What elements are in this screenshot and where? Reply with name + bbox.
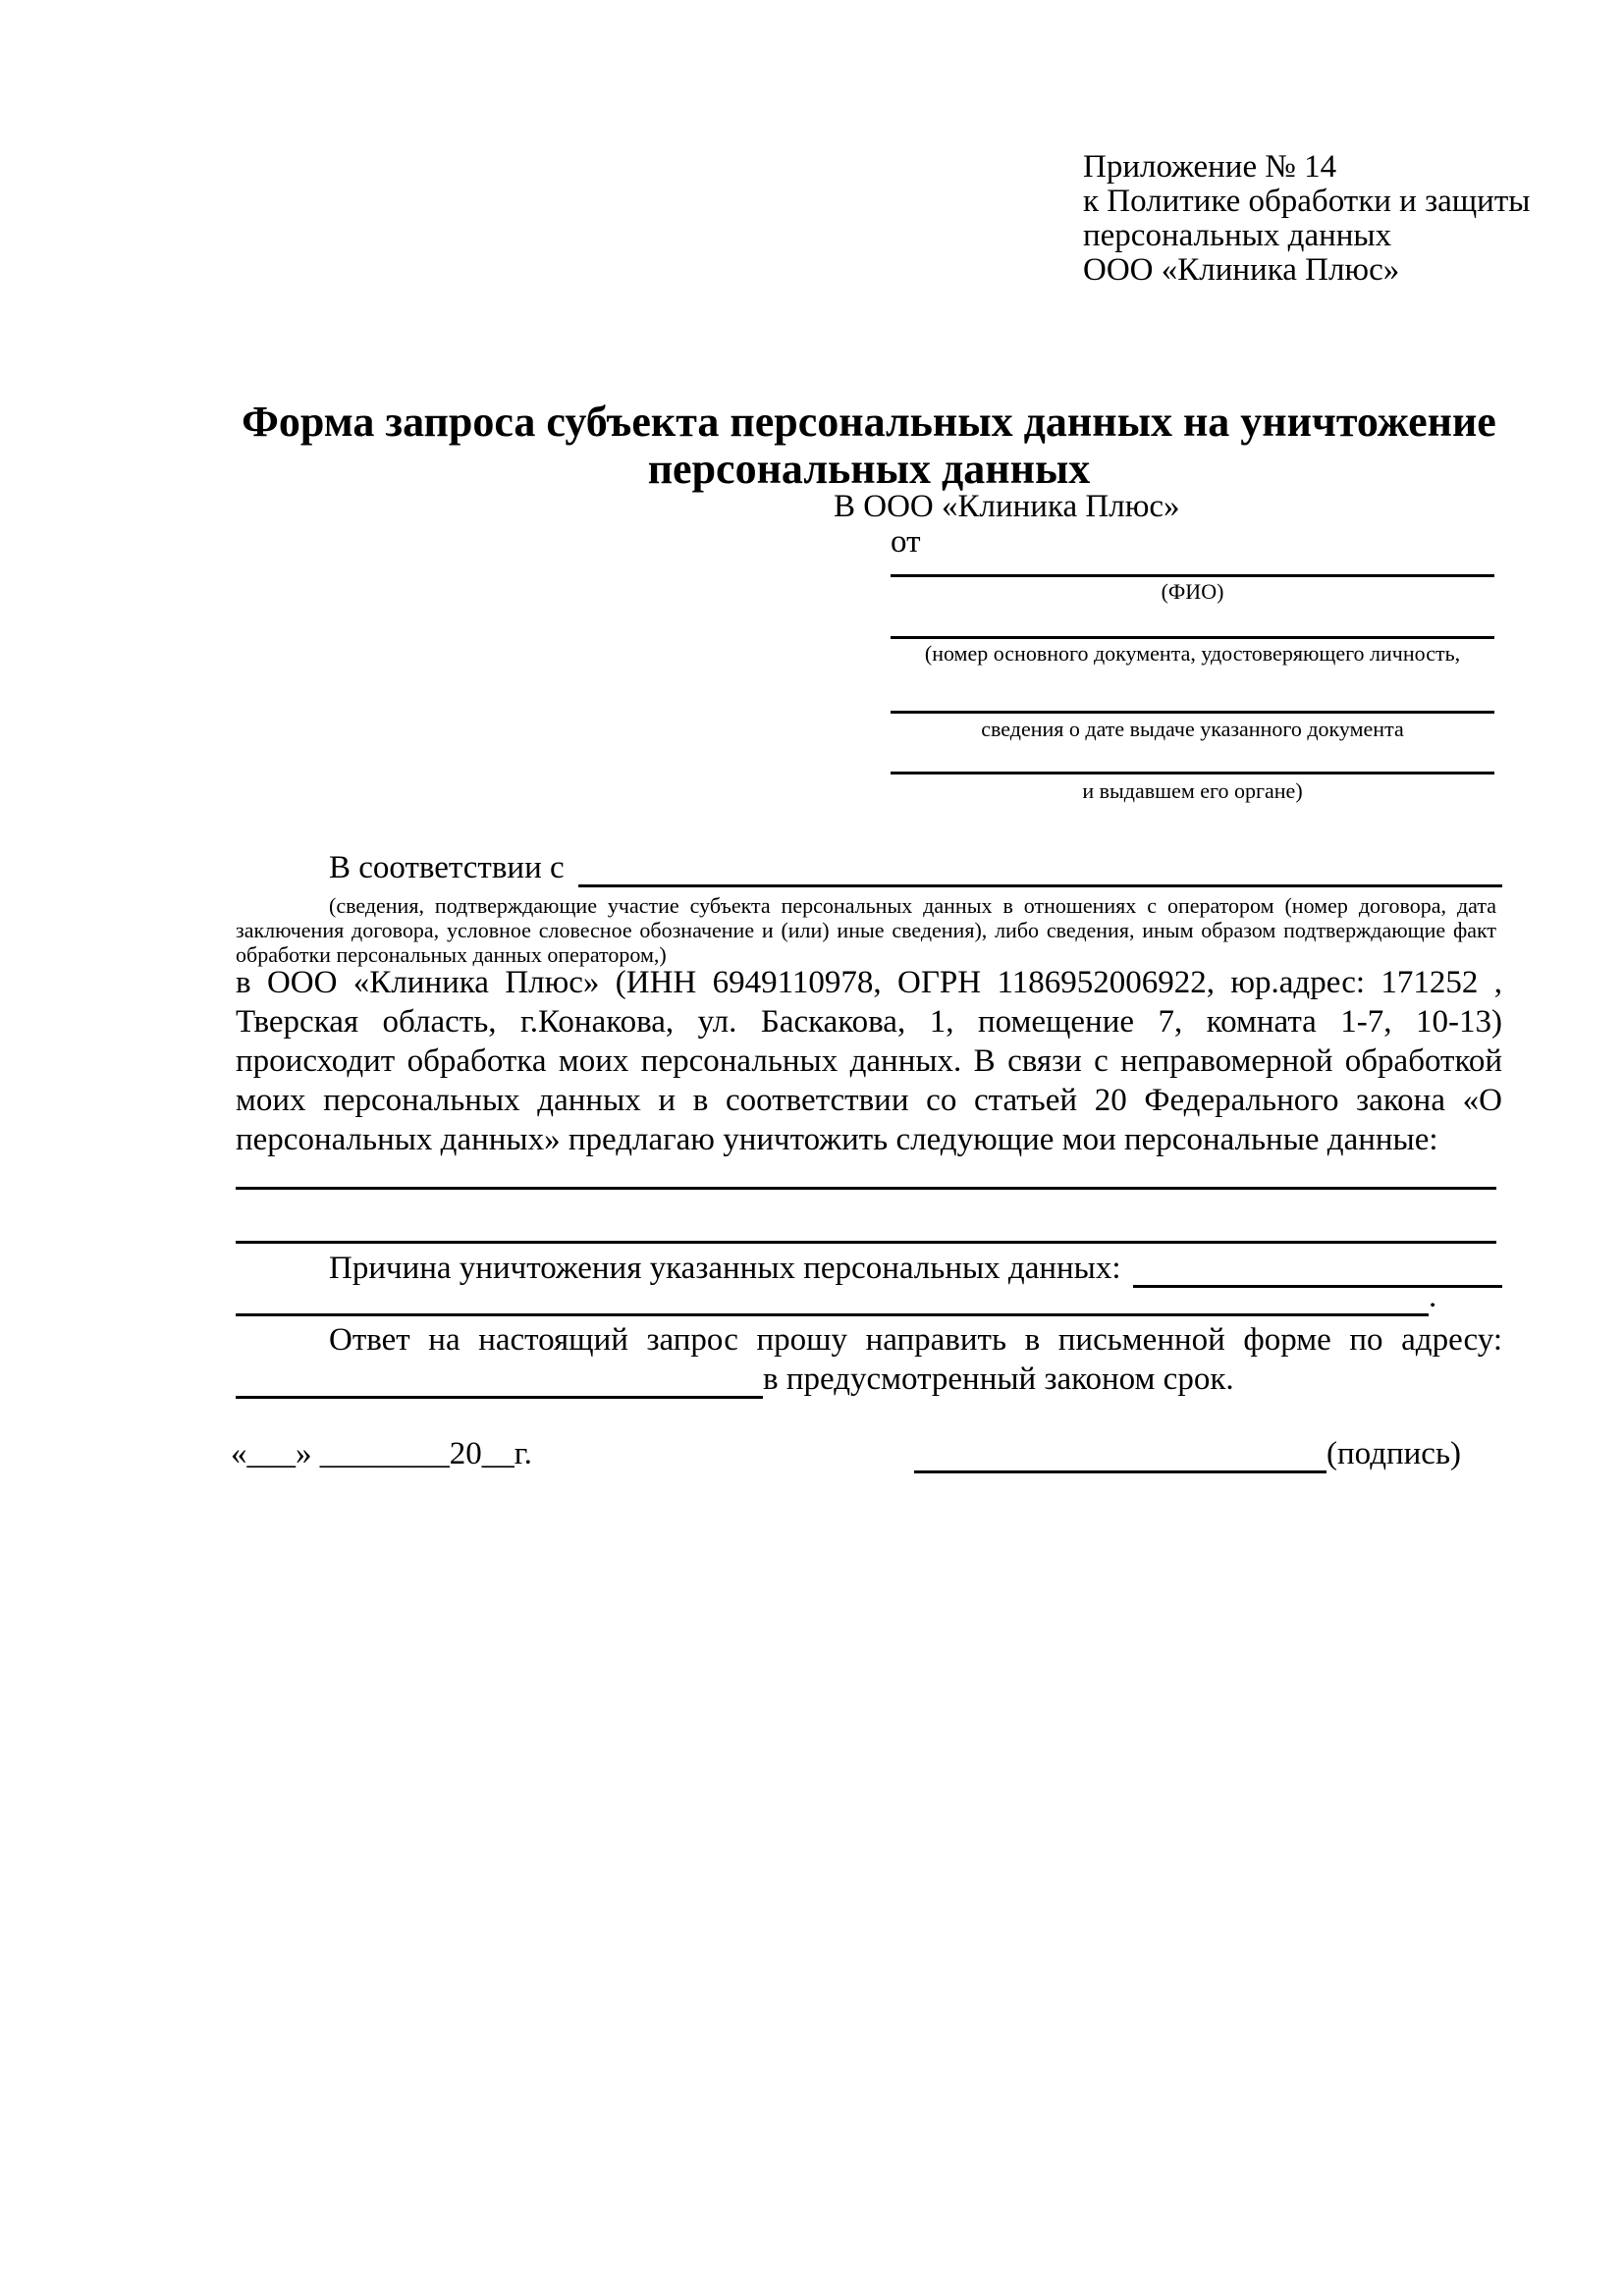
appendix-line-4: ООО «Клиника Плюс»: [1083, 252, 1400, 288]
data-to-destroy-blank-line-2: [236, 1241, 1496, 1244]
document-number-blank-line: [891, 636, 1494, 639]
issuing-authority-blank-line: [891, 772, 1494, 774]
statement-line-2: Тверская область, г.Конакова, ул. Баскакова, 1, помещение 7, комната 1-7, 10-13): [236, 1004, 1502, 1040]
reason-label: Причина уничтожения указанных персональных данных:: [329, 1251, 1121, 1286]
answer-address-row: [236, 1360, 1502, 1399]
fio-caption: (ФИО): [1161, 579, 1224, 604]
accordance-blank-line: [578, 848, 1502, 887]
answer-tail-text: в предусмотренный законом срок.: [763, 1362, 1234, 1397]
date-blank-text: «___» ________20__г.: [231, 1436, 532, 1471]
appendix-line-3: персональных данных: [1083, 218, 1392, 253]
from-label: от: [891, 524, 921, 560]
accordance-label: В соответствии с: [329, 850, 565, 885]
accordance-note: [236, 893, 1496, 967]
statement-line-3: происходит обработка моих персональных данных. В связи с неправомерной обработкой: [236, 1043, 1502, 1079]
reason-terminator: .: [1429, 1279, 1437, 1314]
data-to-destroy-blank-line-1: [236, 1187, 1496, 1190]
statement-paragraph: [236, 963, 1502, 1159]
statement-line-5: персональных данных» предлагаю уничтожить следующие мои персональные данные:: [236, 1122, 1438, 1157]
answer-address-blank-line: [236, 1360, 763, 1399]
accordance-note-line-2: заключения договора, условное словесное обозначение и (или) иные сведения), либо сведения, иным образом подтверждающие факт: [236, 918, 1496, 942]
accordance-note-line-3: обработки персональных данных оператором,): [236, 942, 667, 967]
appendix-line-1: Приложение № 14: [1083, 149, 1337, 185]
document-number-caption: (номер основного документа, удостоверяющего личность,: [924, 641, 1461, 666]
statement-line-1: в ООО «Клиника Плюс» (ИНН 6949110978, ОГРН 1186952006922, юр.адрес: 171252 ,: [236, 965, 1502, 1000]
accordance-note-line-1: (сведения, подтверждающие участие субъекта персональных данных в отношениях с оператором (номер договора, дата: [329, 893, 1496, 918]
issue-date-caption: сведения о дате выдаче указанного документа: [981, 717, 1404, 741]
signature-row: [914, 1434, 1460, 1473]
appendix-line-2: к Политике обработки и защиты: [1083, 184, 1531, 219]
document-title-line-1: Форма запроса субъекта персональных данных на уничтожение: [242, 398, 1496, 446]
statement-line-4: моих персональных данных и в соответствии со статьей 20 Федерального закона «О: [236, 1083, 1502, 1118]
issuing-authority-caption: и выдавшем его органе): [1082, 778, 1303, 803]
reason-blank-line-2: [236, 1277, 1429, 1316]
signature-caption: (подпись): [1326, 1436, 1461, 1471]
signature-blank-line: [914, 1434, 1326, 1473]
gap-spacer: [565, 848, 578, 887]
addressee-org: В ООО «Клиника Плюс»: [834, 489, 1180, 524]
issue-date-blank-line: [891, 711, 1494, 714]
answer-request-line: Ответ на настоящий запрос прошу направить в письменной форме по адресу:: [329, 1322, 1502, 1358]
fio-blank-line: [891, 574, 1494, 577]
accordance-row: [236, 848, 1502, 887]
document-title-line-2: персональных данных: [647, 445, 1091, 493]
reason-continuation-row: [236, 1277, 1502, 1316]
indent-spacer: [236, 848, 329, 887]
appendix-block: [1083, 150, 1530, 288]
